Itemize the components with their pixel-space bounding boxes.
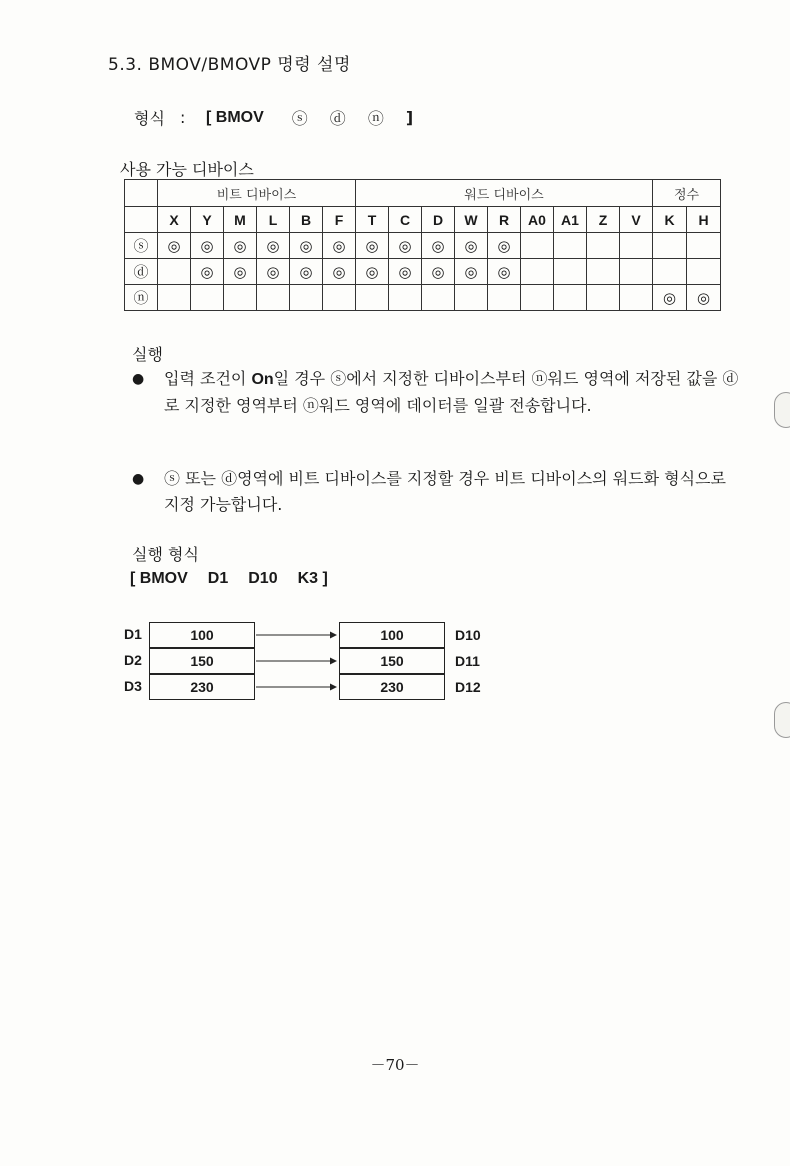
bullet-1-text: 입력 조건이 On일 경우 ⓢ에서 지정한 디바이스부터 ⓝ워드 영역에 저장된 값을 ⓓ로 지정한 영역부터 ⓝ워드 영역에 데이터를 일괄 전송합니다. — [164, 369, 739, 415]
source-box-2: 150 — [149, 648, 255, 674]
device-cell — [521, 259, 554, 285]
device-cell — [653, 233, 687, 259]
device-cell — [620, 233, 653, 259]
row-label-n: ⓝ — [125, 285, 158, 311]
format-command: [ BMOV — [206, 108, 264, 126]
device-cell — [224, 285, 257, 311]
device-cell — [290, 285, 323, 311]
operand-d: ⓓ — [329, 109, 346, 128]
page-number: －70－ — [370, 1056, 420, 1074]
device-cell — [620, 285, 653, 311]
device-cell — [521, 285, 554, 311]
device-cell — [653, 259, 687, 285]
device-cell: ◎ — [191, 259, 224, 285]
source-label-d1: D1 — [124, 626, 142, 642]
operand-s: ⓢ — [291, 109, 308, 128]
dest-label-d11: D11 — [455, 653, 480, 669]
device-cell: ◎ — [290, 233, 323, 259]
execution-title: 실행 — [132, 345, 163, 364]
device-cell: ◎ — [191, 233, 224, 259]
device-cell: ◎ — [356, 233, 389, 259]
device-cell — [587, 285, 620, 311]
device-cell: ◎ — [455, 233, 488, 259]
device-cell: ◎ — [653, 285, 687, 311]
dest-label-d10: D10 — [455, 627, 481, 643]
device-cell: ◎ — [323, 259, 356, 285]
bullet-2-text: ⓢ 또는 ⓓ영역에 비트 디바이스를 지정할 경우 비트 디바이스의 워드화 형식으로 지정 가능합니다. — [164, 469, 726, 514]
device-cell: ◎ — [290, 259, 323, 285]
group-constants: 정수 — [653, 180, 721, 207]
on-keyword: On — [251, 371, 274, 388]
col-header-x: X — [158, 207, 191, 233]
device-cell — [323, 285, 356, 311]
format-close: ] — [405, 108, 414, 127]
dest-box-3: 230 — [339, 674, 445, 700]
format-label: 형식 — [134, 109, 165, 128]
device-cell — [257, 285, 290, 311]
device-cell: ◎ — [389, 233, 422, 259]
device-cell: ◎ — [455, 259, 488, 285]
device-cell — [158, 259, 191, 285]
device-cell: ◎ — [158, 233, 191, 259]
binder-tab-top — [774, 392, 790, 428]
device-cell — [554, 259, 587, 285]
dest-box-2: 150 — [339, 648, 445, 674]
col-header-m: M — [224, 207, 257, 233]
col-header-a1: A1 — [554, 207, 587, 233]
col-header-t: T — [356, 207, 389, 233]
device-cell: ◎ — [488, 259, 521, 285]
device-cell — [554, 285, 587, 311]
device-cell — [554, 233, 587, 259]
source-label-d3: D3 — [124, 678, 142, 694]
row-label-s: ⓢ — [125, 233, 158, 259]
device-cell — [158, 285, 191, 311]
col-header-r: R — [488, 207, 521, 233]
col-header-d: D — [422, 207, 455, 233]
col-header-z: Z — [587, 207, 620, 233]
binder-tab-bottom — [774, 702, 790, 738]
section-title: 5.3. BMOV/BMOVP 명령 설명 — [108, 55, 351, 75]
col-header-w: W — [455, 207, 488, 233]
device-cell — [687, 233, 721, 259]
device-cell — [488, 285, 521, 311]
col-header-y: Y — [191, 207, 224, 233]
device-cell — [587, 233, 620, 259]
corner-cell — [125, 180, 158, 207]
device-cell — [356, 285, 389, 311]
device-cell — [521, 233, 554, 259]
example-command: [ BMOV D1 D10 K3 ] — [130, 570, 328, 587]
format-line — [134, 106, 413, 129]
devices-title: 사용 가능 디바이스 — [120, 160, 254, 179]
source-label-d2: D2 — [124, 652, 142, 668]
operand-n: ⓝ — [367, 109, 384, 128]
col-header-a0: A0 — [521, 207, 554, 233]
device-table — [124, 179, 721, 311]
device-cell: ◎ — [422, 233, 455, 259]
row-label-d: ⓓ — [125, 259, 158, 285]
device-cell — [620, 259, 653, 285]
device-cell — [422, 285, 455, 311]
col-header-f: F — [323, 207, 356, 233]
device-cell: ◎ — [389, 259, 422, 285]
col-header-v: V — [620, 207, 653, 233]
group-word-devices: 워드 디바이스 — [356, 180, 653, 207]
device-cell — [687, 259, 721, 285]
source-box-1: 100 — [149, 622, 255, 648]
device-cell: ◎ — [488, 233, 521, 259]
device-cell: ◎ — [323, 233, 356, 259]
bullet-dot: ● — [132, 471, 145, 487]
group-bit-devices: 비트 디바이스 — [158, 180, 356, 207]
device-cell: ◎ — [224, 233, 257, 259]
device-cell: ◎ — [224, 259, 257, 285]
dest-label-d12: D12 — [455, 679, 481, 695]
device-cell — [389, 285, 422, 311]
device-cell: ◎ — [422, 259, 455, 285]
col-header-k: K — [653, 207, 687, 233]
dest-box-1: 100 — [339, 622, 445, 648]
transfer-arrows — [254, 622, 340, 702]
col-header-h: H — [687, 207, 721, 233]
col-header-l: L — [257, 207, 290, 233]
example-title: 실행 형식 — [132, 545, 199, 564]
col-header-c: C — [389, 207, 422, 233]
device-cell — [455, 285, 488, 311]
device-cell: ◎ — [356, 259, 389, 285]
corner-cell — [125, 207, 158, 233]
device-cell — [587, 259, 620, 285]
bullet-dot: ● — [132, 371, 145, 387]
format-colon: : — [180, 108, 186, 127]
device-cell: ◎ — [257, 259, 290, 285]
device-cell — [191, 285, 224, 311]
source-box-3: 230 — [149, 674, 255, 700]
col-header-b: B — [290, 207, 323, 233]
device-cell: ◎ — [257, 233, 290, 259]
device-cell: ◎ — [687, 285, 721, 311]
